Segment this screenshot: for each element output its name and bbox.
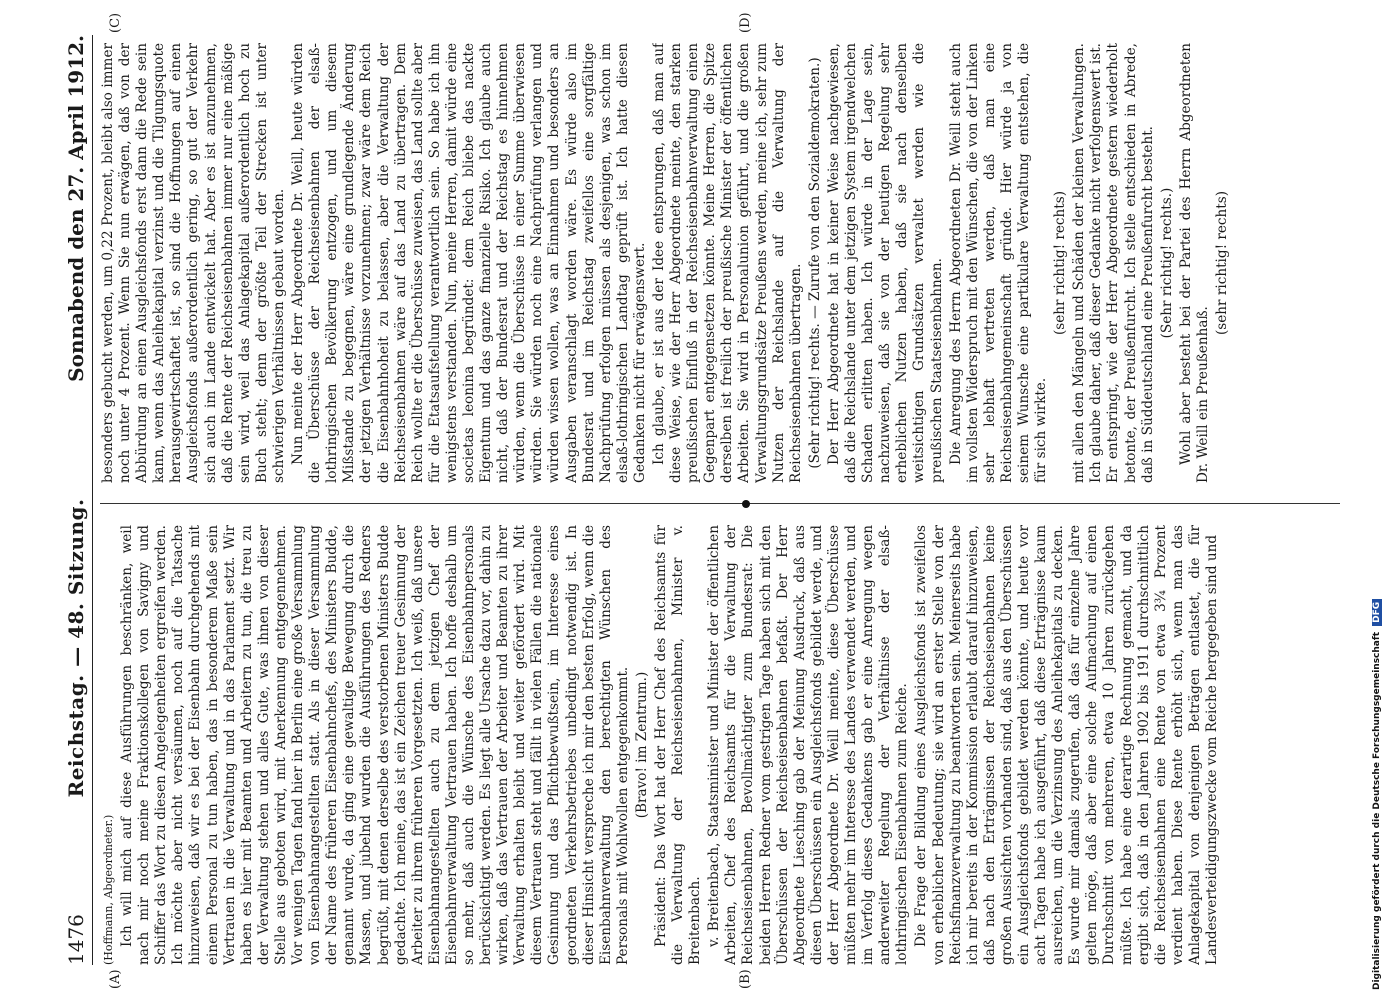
marginal-a: (A) bbox=[108, 969, 123, 989]
left-column bbox=[100, 525, 1340, 965]
page-number: 1476 bbox=[64, 914, 88, 965]
marginal-d: (D) bbox=[738, 12, 753, 33]
paragraph: besonders gebucht werden, um 0,22 Prozent, bleibt also immer noch unter 4 Prozent. Wenn Sie nun erwägen, daß von der Abbürdung an einen Ausgleichsfonds erst dann die Rede sein kann, wenn das Anleihekapital verzinst und die Tilgungsquote herausgewirtschaftet ist, so sind die Hoffnungen auf einen Ausgleichsfonds außerordentlich gering, so gut der Verkehr sich auch im Lande entwickelt hat. Aber es ist anzunehmen, daß die Rente der Reichseisenbahnen immer nur eine mäßige sein wird, weil das Anlagekapital außerordentlich hoch zu Buch steht; denn der größte Teil der Strecken ist unter schwierigen Verhältnissen gebaut worden. bbox=[100, 43, 287, 483]
paragraph: Ich glaube, er ist aus der Idee entsprungen, daß man auf diese Weise, wie der Herr Abgeordnete meinte, den starken preußischen Einfluß in der Reichseisenbahnverwaltung einen Gegenpart entgegensetzen könnte. Meine Herren, die Spitze derselben ist freilich der preußische Minister der öffentlichen Arbeiten. Sie wird in Personalunion geführt, und die großen Verwaltungsgrundsätze Preußens werden, meine ich, sehr zum Nutzen der Reichslande auf die Verwaltung der Reichseisenbahnen übertragen. bbox=[651, 43, 804, 483]
page-header bbox=[48, 35, 93, 965]
credit-text: Digitalisierung gefördert durch die Deutsche Forschungsgemeinschaft bbox=[1372, 631, 1382, 990]
divider-dot bbox=[742, 500, 750, 508]
applause-note: (sehr richtig! rechts) bbox=[1052, 190, 1069, 336]
digitization-credit bbox=[1372, 599, 1382, 990]
applause-note: (Sehr richtig! rechts. — Zurufe von den Sozialdemokraten.) bbox=[806, 57, 823, 469]
applause-note: (Sehr richtig! rechts.) bbox=[1158, 187, 1175, 339]
dfg-logo: DFG bbox=[1372, 599, 1382, 626]
column-divider bbox=[100, 503, 1340, 504]
paragraph: Nun meinte der Herr Abgeordnete Dr. Weill, heute würden die Überschüsse der Reichseisenbahnen der elsaß-lothringischen Bevölkerung entzogen, und um diesem Mißstande zu begegnen, wäre eine grundlegende Änderung der jetzigen Verhältnisse vorzunehmen; zwar wäre dem Reich die Eisenbahnhoheit zu belassen, aber die Verwaltung der Reichseisenbahnen wäre auf das Land zu übertragen. Dem Reich wollte er die Überschüsse zuweisen, das Land sollte aber für die Etatsaufstellung verantwortlich sein. So habe ich ihn wenigstens verstanden. Nun, meine Herren, damit würde eine societas leonina begründet: dem Reich bliebe das nackte Eigentum und das ganze finanzielle Risiko. Ich glaube auch nicht, daß der Bundesrat und der Reichstag es hinnehmen würden, wenn die Überschüsse in einer Summe überwiesen würden. Sie würden noch eine Nachprüfung verlangen und würden wissen wollen, was an Einnahmen und besonders an Ausgaben veranschlagt worden wäre. Es würde also im Bundesrat und im Reichstag zweifellos eine sorgfältige Nachprüfung erfolgen müssen als desjenigen, was schon im elsaß-lothringischen Landtag geprüft ist. Ich hatte diesen Gedanken nicht für erwägenswert. bbox=[290, 43, 648, 483]
paragraph: Ich will mich auf diese Ausführungen beschränken, weil nach mir noch meine Fraktionskollegen von Savigny und Schiffer das Wort zu diesen Angelegenheiten ergreifen werden. Ich möchte aber nicht versäumen, noch auf die Tatsache hinzuweisen, daß wir es bei der Eisenbahn durchgehends mit einem Personal zu tun haben, das in besonderem Maße sein Vertrauen in die Verwaltung und in das Parlament setzt. Wir haben es hier mit Beamten und Arbeitern zu tun, die treu zu der Verwaltung stehen und alles Gute, was ihnen von dieser Stelle aus geboten wird, mit Anerkennung entgegennehmen. Vor wenigen Tagen fand hier in Berlin eine große Versammlung von Eisenbahnangestellten statt. Als in dieser Versammlung der Name des früheren Eisenbahnchefs, des Ministers Budde, genannt wurde, da ging eine gewaltige Bewegung durch die Massen, und jubelnd wurden die Ausführungen des Redners begrüßt, mit denen derselbe des verstorbenen Ministers Budde gedachte. Ich meine, das ist ein Zeichen treuer Gesinnung der Arbeiter zu ihrem früheren Vorgesetzten. Ich weiß, daß unsere Eisenbahnangestellten auch zu dem jetzigen Chef der Eisenbahnverwaltung Vertrauen haben. Ich hoffe deshalb um so mehr, daß auch die Wünsche des Eisenbahnpersonals berücksichtigt werden. Es liegt alle Ursache dazu vor, dahin zu wirken, daß das Vertrauen der Arbeiter und Beamten zu ihrer Verwaltung erhalten bleibt und weiter gefördert wird. Mit diesem Vertrauen steht und fällt in vielen Fällen die nationale Gesinnung und das Pflichtbewußtsein, im Interesse eines geordneten Verkehrsbetriebes unbedingt notwendig ist. In dieser Hinsicht verspreche ich mir den besten Erfolg, wenn die Eisenbahnverwaltung den berechtigten Wünschen des Personals mit Wohlwollen entgegenkommt. bbox=[119, 525, 631, 965]
applause-note: (sehr richtig! rechts) bbox=[1214, 190, 1230, 336]
paragraph: v. Breitenbach, Staatsminister und Minister der öffentlichen Arbeiten, Chef des Reichsamts für die Verwaltung der Reichseisenbahnen, Bevollmächtigter zum Bundesrat: Die beiden Herren Redner vom gestrigen Tage haben sich mit den Überschüssen der Reichseisenbahnen befaßt. Der Herr Abgeordnete Liesching gab der Meinung Ausdruck, daß aus diesen Überschüssen ein Ausgleichsfonds gebildet werde, und der Herr Abgeordnete Dr. Weill meinte, diese Überschüsse müßten mehr im Interesse des Landes verwendet werden, und im Verfolg dieses Gedankens gab er eine Anregung wegen anderweiter Regelung der Verhältnisse der elsaß-lothringischen Eisenbahnen zum Reiche. bbox=[706, 525, 911, 965]
paragraph: Die Frage der Bildung eines Ausgleichsfonds ist zweifellos von erheblicher Bedeutung; sie wird an erster Stelle von der Reichsfinanzverwaltung zu beantworten sein. Meinerseits habe ich mir bereits in der Kommission erlaubt darauf hinzuweisen, daß nach den Erträgnissen der Reichseisenbahnen keine großen Aussichten vorhanden sind, daß aus den Überschüssen ein Ausgleichsfonds gebildet werden könnte, und heute vor acht Tagen habe ich ausgeführt, daß diese Erträgnisse kaum ausreichen, um die Verzinsung des Anleihekapitals zu decken. Es wurde mir damals zugerufen, daß das für einzelne Jahre gelten möge, daß aber eine solche Aufmachung auf einen Durchschnitt von mehreren, etwa 10 Jahren zurückgehen müßte. Ich habe eine derartige Rechnung gemacht, und da ergibt sich, daß in den Jahren 1902 bis 1911 durchschnittlich die Reichseisenbahnen eine Rente von etwa 3¾ Prozent verdient haben. Diese Rente erhöht sich, wenn man das Anlagekapital von denjenigen Beträgen entlastet, die für Landesverteidigungszwecke vom Reiche hergegeben sind und bbox=[913, 525, 1220, 965]
paragraph: mit allen den Mängeln und Schäden der kleinen Verwaltungen. Ich glaube daher, daß dieser Gedanke nicht verfolgenswert ist. Er entspringt, wie der Herr Abgeordnete gestern wiederholt betonte, der Preußenfurcht. Ich stelle entschieden in Abrede, daß in Süddeutschland eine Preußenfurcht besteht. bbox=[1071, 43, 1156, 483]
rotated-page bbox=[48, 12, 1348, 989]
president-paragraph: Präsident: Das Wort hat der Herr Chef des Reichsamts für die Verwaltung der Reichseisenbahnen, Minister v. Breitenbach. bbox=[653, 525, 704, 965]
page-title: Reichstag. — 48. Sitzung. bbox=[64, 498, 88, 798]
right-column bbox=[100, 43, 1340, 483]
speaker-note: (Hoffmann, Abgeordneter.) bbox=[102, 814, 115, 965]
applause-note: (Bravo! im Zentrum.) bbox=[633, 671, 650, 819]
paragraph: Die Anregung des Herrn Abgeordneten Dr. Weill steht auch im vollsten Widerspruch mit den Wünschen, die von der Linken sehr lebhaft vertreten werden, daß man eine Reichseisenbahngemeinschaft gründe. Hier würde ja von seinem Wunsche eine partikulare Verwaltung entstehen, die für sich wirkte. bbox=[947, 43, 1050, 483]
paragraph: Wohl aber besteht bei der Partei des Herrn Abgeordneten Dr. Weill ein Preußenhaß. bbox=[1177, 43, 1211, 483]
paragraph: Der Herr Abgeordnete hat in keiner Weise nachgewiesen, daß die Reichslande unter dem jetzigen System irgendwelchen Schaden erlitten haben. Ich würde in der Lage sein, nachzuweisen, daß sie von der heutigen Regelung sehr erheblichen Nutzen haben, daß sie nach denselben weitsichtigen Grundsätzen verwaltet werden wie die preußischen Staatseisenbahnen. bbox=[825, 43, 945, 483]
marginal-c: (C) bbox=[108, 12, 123, 33]
page-date: Sonnabend den 27. April 1912. bbox=[64, 35, 88, 382]
marginal-b: (B) bbox=[738, 969, 753, 989]
